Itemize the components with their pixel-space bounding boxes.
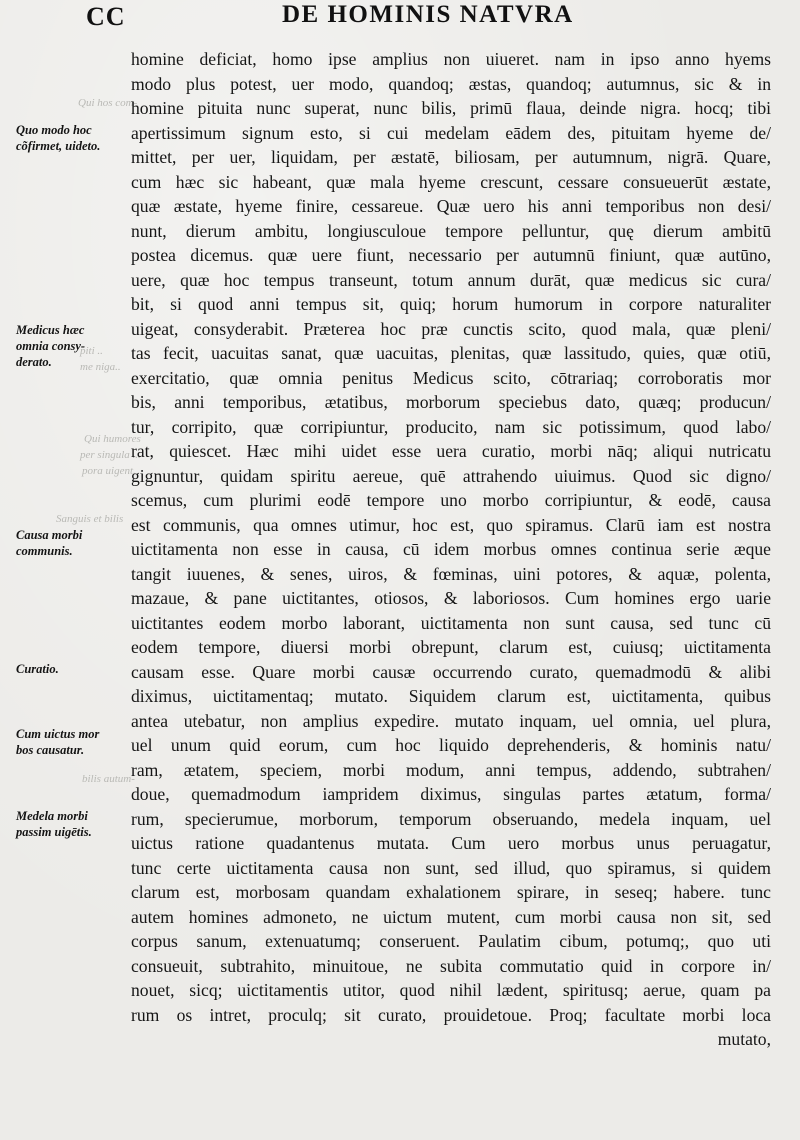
bleed-through-text: me niga.. [80,361,121,373]
text-line: nunt, dierum ambitu, longiusculoue tempore pelluntur, quę dierum ambitū [131,220,771,241]
body-text-block [131,47,771,1052]
text-line: doue, quemadmodum iampridem diximus, singulas partes ætatum, forma/ [131,784,771,804]
text-line: autem homines admoneto, ne uictum mutent, cum morbi causa non sit, sed [131,906,771,927]
margin-note-line: Cum uictus mor [16,727,100,741]
text-line: uictus ratione quadantenus mutata. Cum uero morbus unus peruagatur, [131,833,771,853]
text-line: nouet, sicq; uictitamentis utitor, quod nihil lædent, spiritusq; aerue, quam pa [131,980,771,1000]
text-line: rat, quiescet. Hæc mihi uidet esse uera curatio, morbi nāq; aliqui nutricatu [131,441,771,461]
text-line: uictitantes eodem morbo laborant, uictitamenta non sunt causa, sed tunc cū [131,612,771,633]
margin-note-line: Curatio. [16,662,59,676]
margin-note-line: omnia consy- [16,339,86,353]
text-line: modo plus potest, uer modo, quandoq; æstas, quandoq; autumnus, sic & in [131,73,771,94]
text-line: mazaue, & pane uictitantes, otiosos, & laboriosos. Cum homines ergo uarie [131,588,771,608]
text-line: consueuit, subtrahito, minuitoue, ne subita commutatio quid in corpore in/ [131,955,771,976]
margin-note-line: Quo modo hoc [16,123,92,137]
running-title: DE HOMINIS NATVRA [282,1,574,28]
text-line: clarum est, morbosam quandam exhalationem spirare, in seseq; habere. tunc [131,882,771,902]
margin-note-line: Medela morbi [16,809,88,823]
bleed-through-text: bilis autum- [82,773,135,785]
text-line: diximus, uictitamentaq; mutato. Siquidem clarum est, uictitamenta, quibus [131,686,771,706]
bleed-through-text: per singula ... [80,449,141,461]
text-line: uictitamenta non esse in causa, cū idem morbus omnes continua serie æque [131,539,771,559]
text-line: bis, anni temporibus, ætatibus, morborum speciebus dato, quæq; producun/ [131,392,771,412]
text-line: postea dicemus. quæ uere fiunt, necessario per autumnū finiunt, quæ autūno, [131,245,771,265]
text-line: cum hæc sic habeant, quæ mala hyeme crescunt, cessare consueuerūt æstate, [131,171,771,192]
bleed-through-text: Qui humores [84,433,141,445]
margin-note-line: bos causatur. [16,743,85,757]
margin-note [16,726,99,758]
text-line: bit, si quod anni tempus sit, quiq; horum humorum in corpore naturaliter [131,294,771,314]
bleed-through-text: piti .. [80,345,103,357]
text-line: tur, corripito, quæ corripiuntur, producito, nam sic potissimum, quod labo/ [131,416,771,437]
bleed-through-text: Qui hos com- [78,97,138,109]
margin-note-line: derato. [16,355,52,369]
margin-note [16,122,100,154]
text-line: scemus, cum plurimi eodē tempore uno morbo corripiuntur, & eodē, causa [131,490,771,510]
text-line: tas fecit, uacuitas sanat, quæ uacuitas, plenitas, quæ lassitudo, quies, quæ otiū, [131,343,771,363]
text-line: eodem tempore, diuersi morbi obrepunt, clarum est, cuiusq; uictitamenta [131,637,771,657]
margin-note [16,322,85,370]
text-line: quæ æstate, hyeme finire, cessareue. Quæ uero his anni temporibus non desi/ [131,196,771,216]
margin-note-line: cõfirmet, uideto. [16,139,101,153]
bleed-through-text: Sanguis et bilis [56,513,124,525]
margin-note [16,527,82,559]
text-line: mutato, [717,1029,771,1049]
text-line: rum os intret, proculq; sit curato, prouidetoue. Proq; facultate morbi loca [131,1004,771,1025]
folio-number: CC [86,2,126,31]
text-line: gignuntur, quidam spiritu aereue, quē attrahendo uiuimus. Quod sic digno/ [131,465,771,486]
text-line: uigeat, consyderabit. Præterea hoc præ cunctis scito, quod mala, quæ pleni/ [131,318,771,339]
text-line: apertissimum signum esto, si cui medelam eādem des, pituitam hyeme de/ [131,122,771,143]
text-line: uel unum quid eorum, cum hoc liquido deprehenderis, & hominis natu/ [131,735,771,755]
text-line: tangit iuuenes, & senes, uiros, & fœminas, uini potores, & aquæ, polenta, [131,563,771,584]
margin-note-line: Medicus hæc [16,323,85,337]
text-line: exercitatio, quæ omnia penitus Medicus scito, cōtrariaq; corroboratis mor [131,367,771,388]
margin-note-line: Causa morbi [16,528,83,542]
text-line: rum, specierumue, morborum, temporum obseruando, medela inquam, uel [131,808,771,829]
text-line: mittet, per uer, liquidam, per æstatē, biliosam, per autumnum, nigrā. Quare, [131,147,771,167]
margin-note [16,808,92,840]
text-line: tunc certe uictitamenta causa non sunt, sed illud, quo spiramus, si quidem [131,857,771,878]
text-line: antea utebatur, non amplius expedire. mutato inquam, uel omnia, uel plura, [131,710,771,731]
margin-note [16,661,59,677]
text-line: homine pituita nunc superat, nunc bilis, primū flaua, deinde nigra. hocq; tibi [131,98,771,118]
text-line: ram, ætatem, speciem, morbi modum, anni tempus, addendo, subtrahen/ [131,759,771,780]
margin-note-line: communis. [16,544,73,558]
margin-note-line: passim uigētis. [16,825,92,839]
text-line: est communis, qua omnes utimur, hoc est, quo spiramus. Clarū iam est nostra [131,514,771,535]
text-line: corpus sanum, extenuatumq; conseruent. Paulatim cibum, potumq;, quo uti [131,931,771,951]
text-line: causam esse. Quare morbi causæ occurrendo curato, quemadmodū & alibi [131,661,771,682]
bleed-through-text: pora uigent. [82,465,136,477]
text-line: homine deficiat, homo ipse amplius non uiueret. nam in ipso anno hyems [131,49,771,69]
text-line: uere, quæ hoc tempus transeunt, totum annum durāt, quæ medicus sic cura/ [131,269,771,290]
